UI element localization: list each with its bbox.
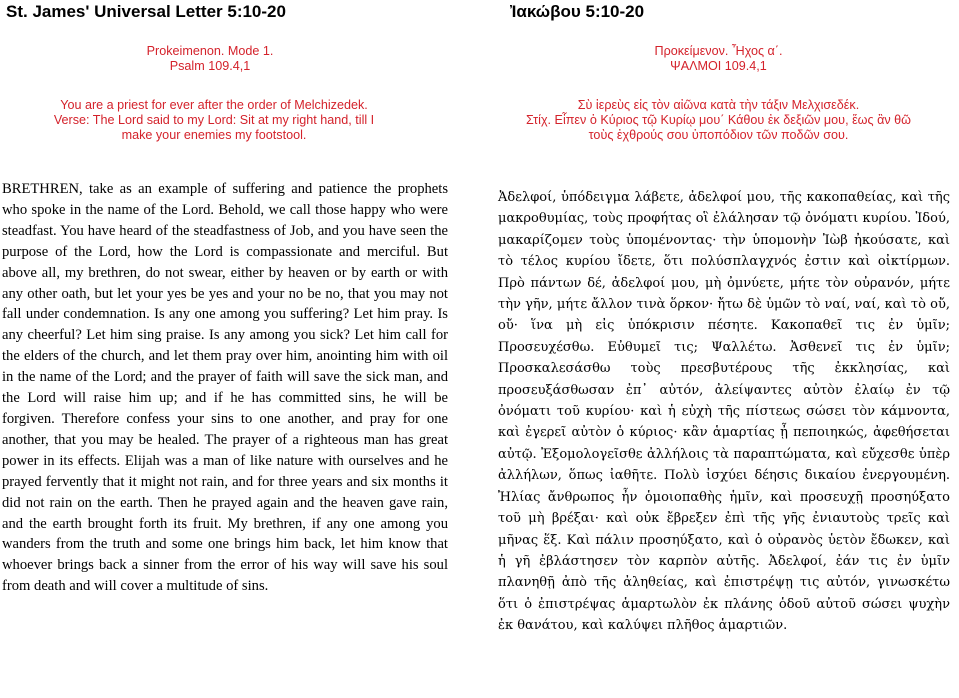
greek-title: Ἰακώβου 5:10-20 [510,2,645,21]
english-prokeimenon [0,44,420,74]
greek-verse-line: Στίχ. Εἶπεν ὁ Κύριος τῷ Κυρίῳ μου΄ Κάθου ἐκ δεξιῶν μου, ἕως ἂν θῶ [525,113,911,127]
english-verse [8,98,420,143]
greek-verse-line: Σὺ ἱερεὺς εἰς τὸν αἰῶνα κατὰ τὴν τάξιν Μελχισεδέκ. [577,98,860,112]
greek-reading: Ἀδελφοί, ὑπόδειγμα λάβετε, ἀδελφοί μου, τῆς κακοπαθείας, καὶ τῆς μακροθυμίας, τοὺς προφήτας οἳ ἐλάλησαν τῷ ὀνόματι κυρίου. Ἰδού, μακαρίζομεν τοὺς ὑπομένοντας· τὴν ὑπομονὴν Ἰὼβ ἠκούσατε, καὶ τὸ τέλος κυρίου ἴδετε, ὅτι πολύσπλαγχνός ἐστιν καὶ οἰκτίρμων. Πρὸ πάντων δέ, ἀδελφοί μου, μὴ ὀμνύετε, μήτε τὸν οὐρανόν, μήτε τὴν γῆν, μήτε ἄλλον τινὰ ὅρκον· ἤτω δὲ ὑμῶν τὸ ναί, ναί, καὶ τὸ οὔ, οὔ· ἵνα μὴ εἰς ὑπόκρισιν πέσητε. Κακοπαθεῖ τις ἐν ὑμῖν; Προσευχέσθω. Εὐθυμεῖ τις; Ψαλλέτω. Ἀσθενεῖ τις ἐν ὑμῖν; Προσκαλεσάσθω τοὺς πρεσβυτέρους τῆς ἐκκλησίας, καὶ προσευξάσθωσαν ἐπ᾽ αὐτόν, ἀλείψαντες αὐτὸν ἐλαίῳ ἐν τῷ ὀνόματι τοῦ κυρίου· καὶ ἡ εὐχὴ τῆς πίστεως σώσει τὸν κάμνοντα, καὶ ἐγερεῖ αὐτὸν ὁ κύριος· κἂν ἁμαρτίας ᾖ πεποιηκώς, ἀφεθήσεται αὐτῷ. Ἐξομολογεῖσθε ἀλλήλοις τὰ παραπτώματα, καὶ εὔχεσθε ὑπὲρ ἀλλήλων, ὅπως ἰαθῆτε. Πολὺ ἰσχύει δέησις δικαίου ἐνεργουμένη. Ἠλίας ἄνθρωπος ἦν ὁμοιοπαθὴς ἡμῖν, καὶ προσευχῇ προσηύξατο τοῦ μὴ βρέξαι· καὶ οὐκ ἔβρεξεν ἐπὶ τῆς γῆς ἐνιαυτοὺς τρεῖς καὶ μῆνας ἕξ. Καὶ πάλιν προσηύξατο, καὶ ὁ οὐρανὸς ὑετὸν ἔδωκεν, καὶ ἡ γῆ ἐβλάστησεν τὸν καρπὸν αὐτῆς. Ἀδελφοί, ἐάν τις ἐν ὑμῖν πλανηθῇ ἀπὸ τῆς ἀληθείας, καὶ ἐπιστρέψῃ τις αὐτόν, γινωσκέτω ὅτι ὁ ἐπιστρέψας ἁμαρτωλὸν ἐκ πλάνης ὁδοῦ αὐτοῦ σώσει ψυχὴν ἐκ θανάτου, καὶ καλύψει πλῆθος ἁμαρτιῶν. [498,190,950,634]
english-verse-line: make your enemies my footstool. [121,128,307,142]
greek-prokeimenon-line: Προκείμενον. Ἦχος α΄. [654,44,783,58]
english-prokeimenon-line: Prokeimenon. Mode 1. [146,44,274,58]
greek-verse [496,98,941,143]
english-prokeimenon-line: Psalm 109.4,1 [169,59,251,73]
greek-verse-line: τοὺς ἐχθρούς σου ὑποπόδιον τῶν ποδῶν σου. [588,128,849,142]
english-verse-line: Verse: The Lord said to my Lord: Sit at my right hand, till I [53,113,375,127]
english-verse-line: You are a priest for ever after the order of Melchizedek. [60,98,368,112]
greek-prokeimenon-line: ΨΑΛΜΟΙ 109.4,1 [670,59,767,73]
english-title: St. James' Universal Letter 5:10-20 [6,2,286,21]
english-reading: BRETHREN, take as an example of suffering and patience the prophets who spoke in the name of the Lord. Behold, we call those happy who were steadfast. You have heard of the steadfastness of Job, and you have seen the purpose of the Lord, how the Lord is compassionate and merciful. But above all, my brethren, do not swear, either by heaven or by earth or with any other oath, but let your yes be yes and your no be no, that you may not fall under condemnation. Is any one among you suffering? Let him pray. Is any cheerful? Let him sing praise. Is any among you sick? Let him call for the elders of the church, and let them pray over him, anointing him with oil in the name of the Lord; and the prayer of faith will save the sick man, and the Lord will raise him up; and if he has committed sins, he will be forgiven. Therefore confess your sins to one another, and pray for one another, that you may be healed. The prayer of a righteous man has great power in its effects. Elijah was a man of like nature with ourselves and he prayed fervently that it might not rain, and for three years and six months it did not rain on the earth. Then he prayed again and the heaven gave rain, and the earth brought forth its fruit. My brethren, if any one among you wanders from the truth and some one brings him back, let him know that whoever brings back a sinner from the error of his way will save his soul from death and will cover a multitude of sins. [2,181,448,595]
greek-prokeimenon [496,44,941,74]
